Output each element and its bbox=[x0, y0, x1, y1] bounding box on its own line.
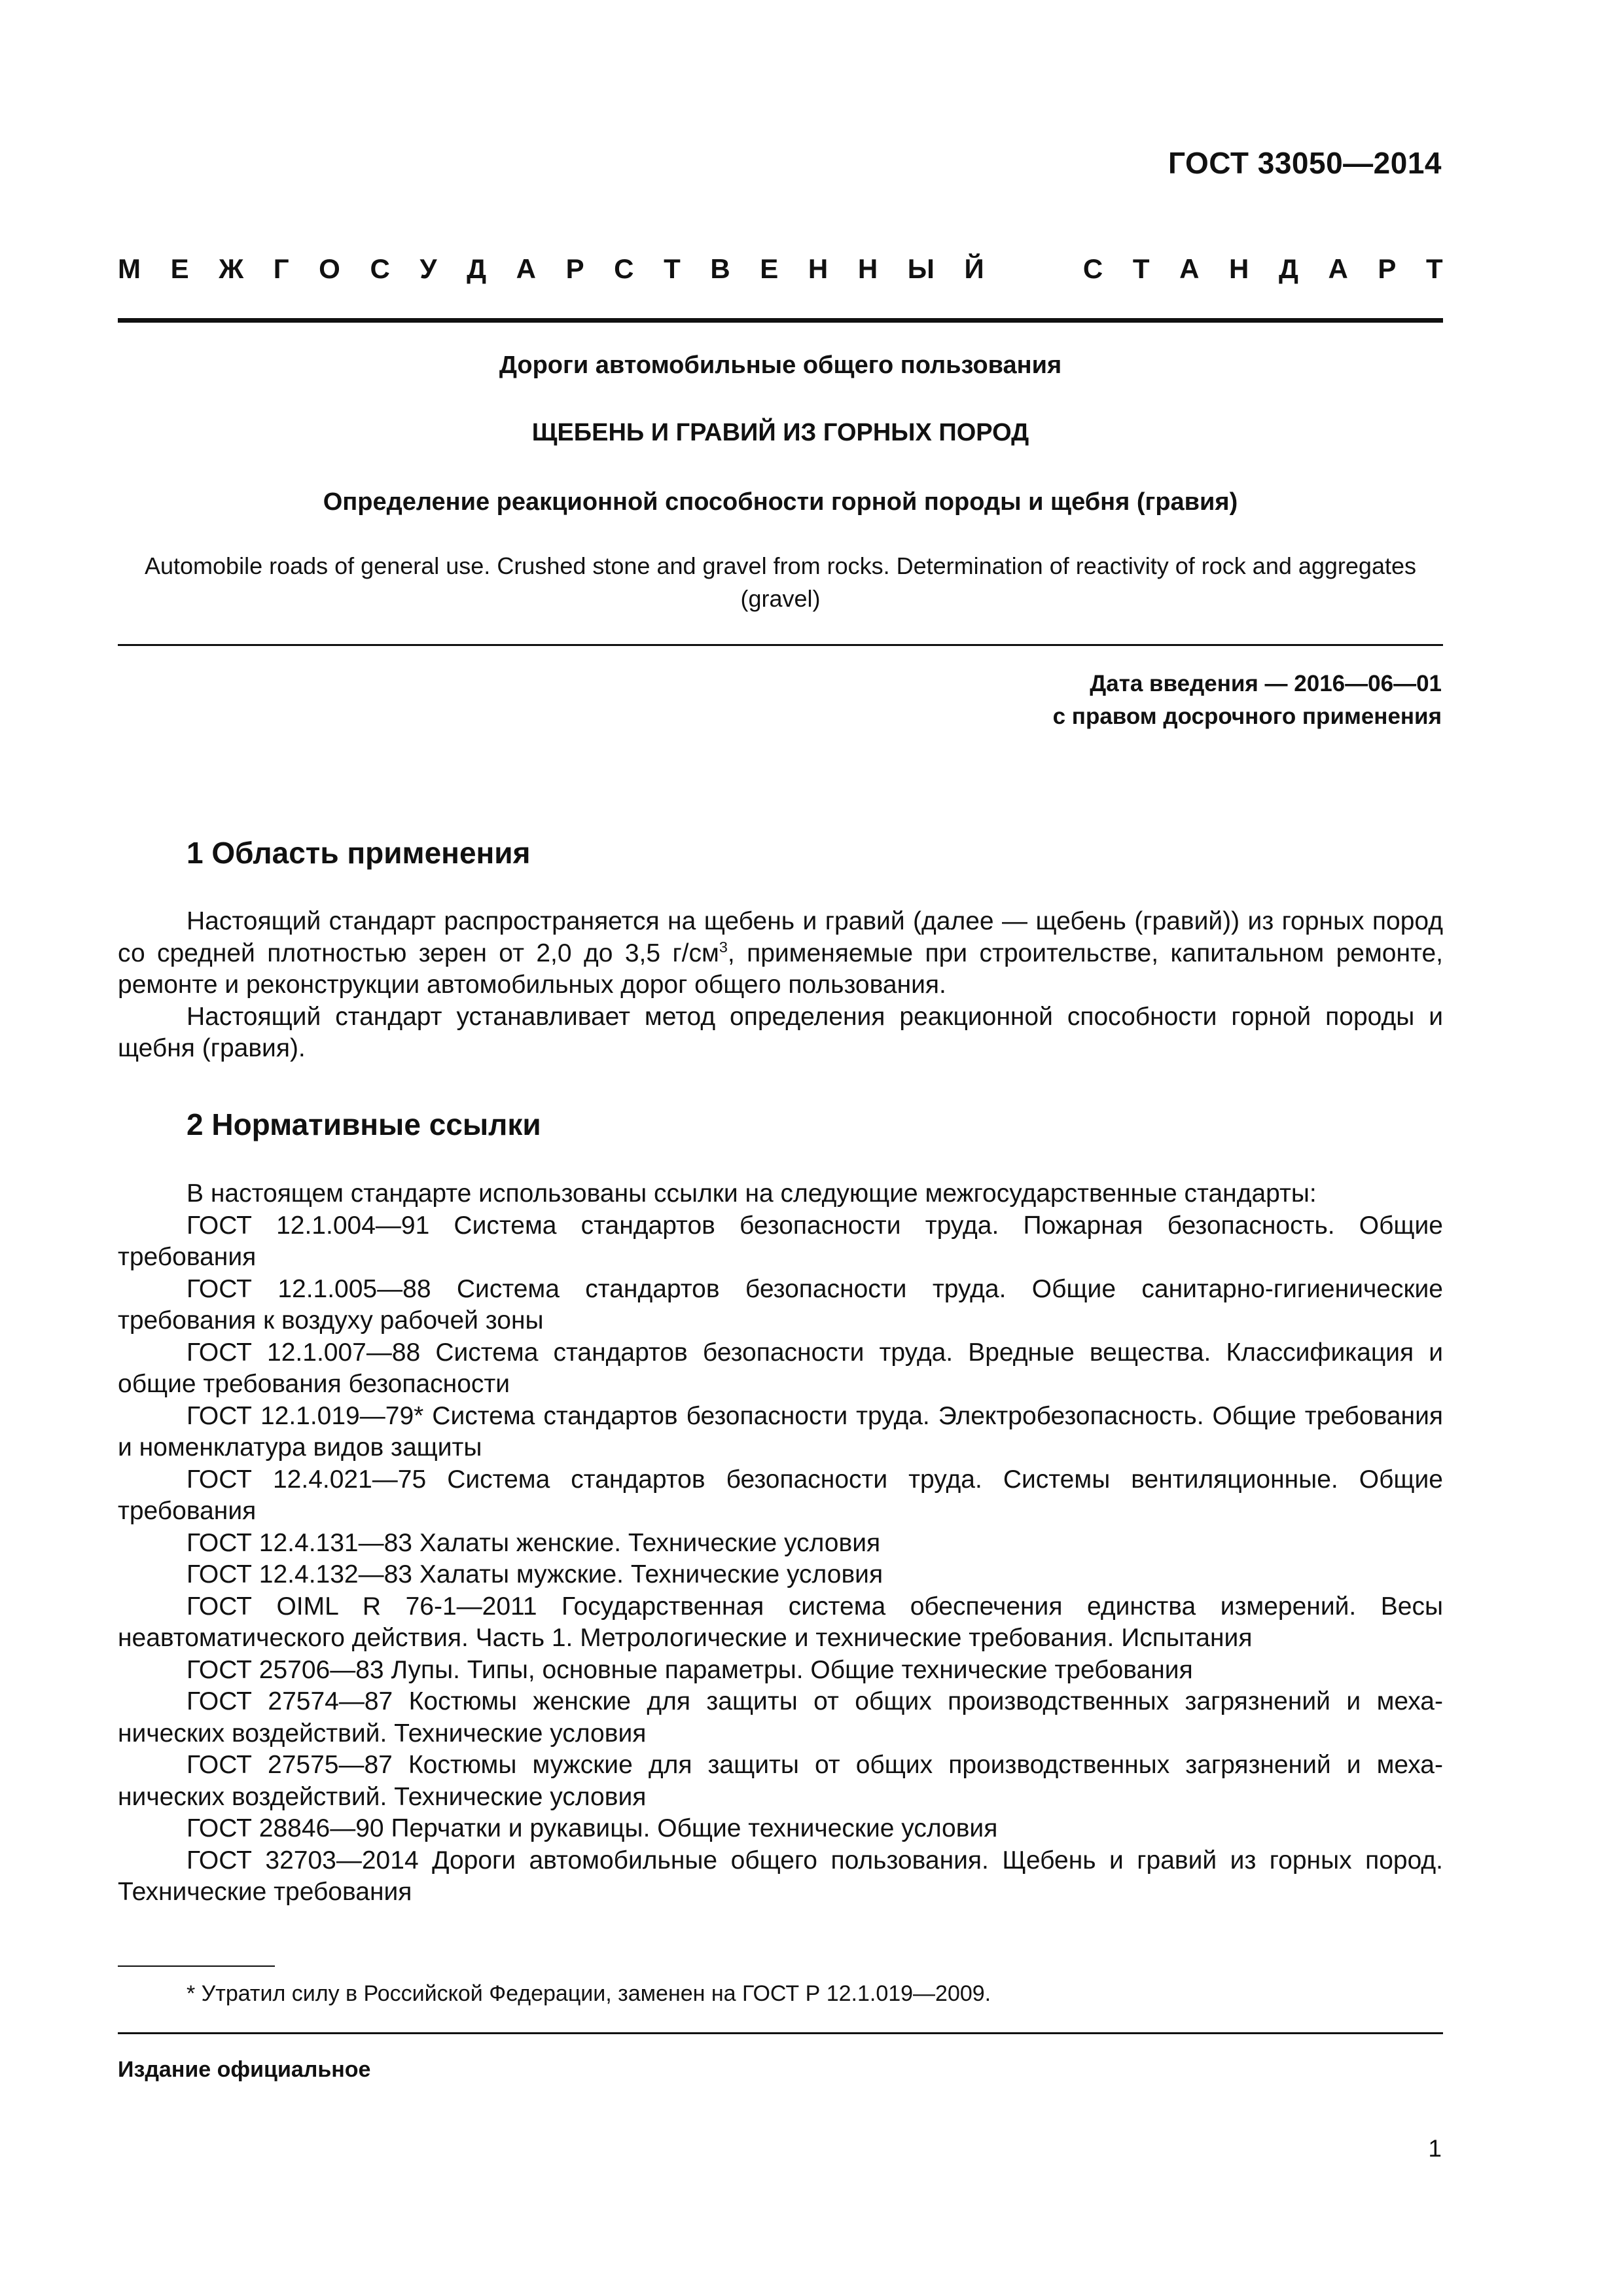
heading-letter: А bbox=[1179, 253, 1200, 284]
superscript: 3 bbox=[719, 938, 728, 956]
section-1-heading: 1 Область применения bbox=[187, 836, 531, 870]
footer-divider bbox=[118, 2032, 1443, 2034]
heading-letter: Ы bbox=[907, 253, 935, 284]
heading-letter: У bbox=[419, 253, 437, 284]
english-title: Automobile roads of general use. Crushed stone and gravel from rocks. Determination of reactivity of rock and aggregates (gravel) bbox=[144, 552, 1416, 612]
heading-letter: В bbox=[710, 253, 730, 284]
heading-letter: Д bbox=[1278, 253, 1298, 284]
title-line-2: ЩЕБЕНЬ И ГРАВИЙ ИЗ ГОРНЫХ ПОРОД bbox=[531, 419, 1029, 446]
official-edition-label: Издание официальное bbox=[118, 2057, 371, 2082]
reference-item: ГОСТ 12.4.131—83 Халаты женские. Технические условия bbox=[187, 1528, 881, 1557]
title-line-1: Дороги автомобильные общего пользования bbox=[499, 351, 1062, 379]
reference-item: ГОСТ OIML R 76-1—2011 Государственная система обеспечения единства измерений. Весы неавтоматического действия. Часть 1. Метрологические и технические требования. Испытания bbox=[118, 1592, 1443, 1652]
heading-letter: С bbox=[1082, 253, 1103, 284]
title-divider bbox=[118, 644, 1443, 646]
interstate-standard-heading bbox=[118, 255, 1443, 283]
heading-letter: Р bbox=[1378, 253, 1397, 284]
introduction-date: Дата введения — 2016—06—01 bbox=[1090, 671, 1442, 696]
heading-letter: Н bbox=[857, 253, 878, 284]
heading-letter: М bbox=[118, 253, 141, 284]
heading-letter: Ж bbox=[219, 253, 244, 284]
heading-letter: С bbox=[614, 253, 634, 284]
reference-item: ГОСТ 28846—90 Перчатки и рукавицы. Общие технические условия bbox=[187, 1814, 998, 1842]
section-1-paragraph: Настоящий стандарт устанавливает метод определения реакционной способности горной породы и щебня (гравия). bbox=[118, 1002, 1443, 1062]
heading-letter: Р bbox=[565, 253, 584, 284]
reference-item: ГОСТ 12.4.132—83 Халаты мужские. Технические условия bbox=[187, 1560, 883, 1588]
reference-item: ГОСТ 12.1.005—88 Система стандартов безопасности труда. Общие санитарно-гигиенические требования к воздуху рабочей зоны bbox=[118, 1274, 1443, 1335]
reference-item: ГОСТ 27574—87 Костюмы женские для защиты от общих производственных загрязнений и механических воздействий. Технические условия bbox=[118, 1687, 1443, 1748]
section-1-paragraph bbox=[118, 906, 1443, 1001]
document-number: ГОСТ 33050—2014 bbox=[1168, 146, 1442, 180]
heading-letter: А bbox=[1328, 253, 1348, 284]
heading-letter: Г bbox=[273, 253, 289, 284]
heading-letter: О bbox=[319, 253, 340, 284]
reference-item: ГОСТ 12.1.004—91 Система стандартов безопасности труда. Пожарная безопасность. Общие требования bbox=[118, 1211, 1443, 1271]
section-2-body bbox=[118, 1178, 1443, 1909]
reference-item: ГОСТ 12.1.007—88 Система стандартов безопасности труда. Вредные вещества. Классификация и общие требования безопасности bbox=[118, 1338, 1443, 1398]
heading-letter: С bbox=[370, 253, 390, 284]
heading-letter: Е bbox=[170, 253, 189, 284]
reference-item: ГОСТ 25706—83 Лупы. Типы, основные параметры. Общие технические требования bbox=[187, 1655, 1193, 1684]
paragraph-text: Настоящий стандарт распространяется на щебень и гравий (далее — щебень (гравий)) из горных пород со средней плотностью зерен от 2,0 до 3,5 г/см bbox=[118, 907, 1443, 967]
heading-letter: Н bbox=[1229, 253, 1249, 284]
heading-letter: Н bbox=[808, 253, 829, 284]
section-2-heading: 2 Нормативные ссылки bbox=[187, 1107, 541, 1141]
heading-letter: Д bbox=[467, 253, 487, 284]
heading-letter: Й bbox=[964, 253, 984, 284]
heading-letter: Е bbox=[760, 253, 779, 284]
reference-item: ГОСТ 12.4.021—75 Система стандартов безопасности труда. Системы вентиляционные. Общие требования bbox=[118, 1465, 1443, 1525]
page-number: 1 bbox=[1428, 2135, 1442, 2162]
footnote-divider bbox=[118, 1965, 275, 1967]
section-1-body bbox=[118, 906, 1443, 1065]
heading-letter: Т bbox=[664, 253, 681, 284]
reference-item: ГОСТ 32703—2014 Дороги автомобильные общего пользования. Щебень и гравий из горных пород. Технические требования bbox=[118, 1846, 1443, 1906]
footnote: * Утратил силу в Российской Федерации, заменен на ГОСТ Р 12.1.019—2009. bbox=[187, 1981, 991, 2006]
reference-item: ГОСТ 12.1.019—79* Система стандартов безопасности труда. Электробезопасность. Общие требования и номенклатура видов защиты bbox=[118, 1401, 1443, 1462]
paragraph-text: , применяемые при строительстве, капитальном ремонте, ремонте и реконструкции автомобильных дорог общего пользования. bbox=[118, 939, 1443, 999]
heading-letter: А bbox=[516, 253, 536, 284]
reference-item: ГОСТ 27575—87 Костюмы мужские для защиты от общих производственных загрязнений и механических воздействий. Технические условия bbox=[118, 1751, 1443, 1811]
heading-word-gap bbox=[1014, 255, 1053, 283]
heading-letter: Т bbox=[1132, 253, 1150, 284]
introduction-date-block bbox=[1053, 668, 1442, 733]
title-line-3: Определение реакционной способности горной породы и щебня (гравия) bbox=[323, 488, 1238, 516]
heading-letter: Т bbox=[1426, 253, 1443, 284]
header-divider bbox=[118, 318, 1443, 323]
early-application-note: с правом досрочного применения bbox=[1052, 704, 1442, 729]
section-2-intro: В настоящем стандарте использованы ссылки на следующие межгосударственные стандарты: bbox=[187, 1179, 1317, 1208]
